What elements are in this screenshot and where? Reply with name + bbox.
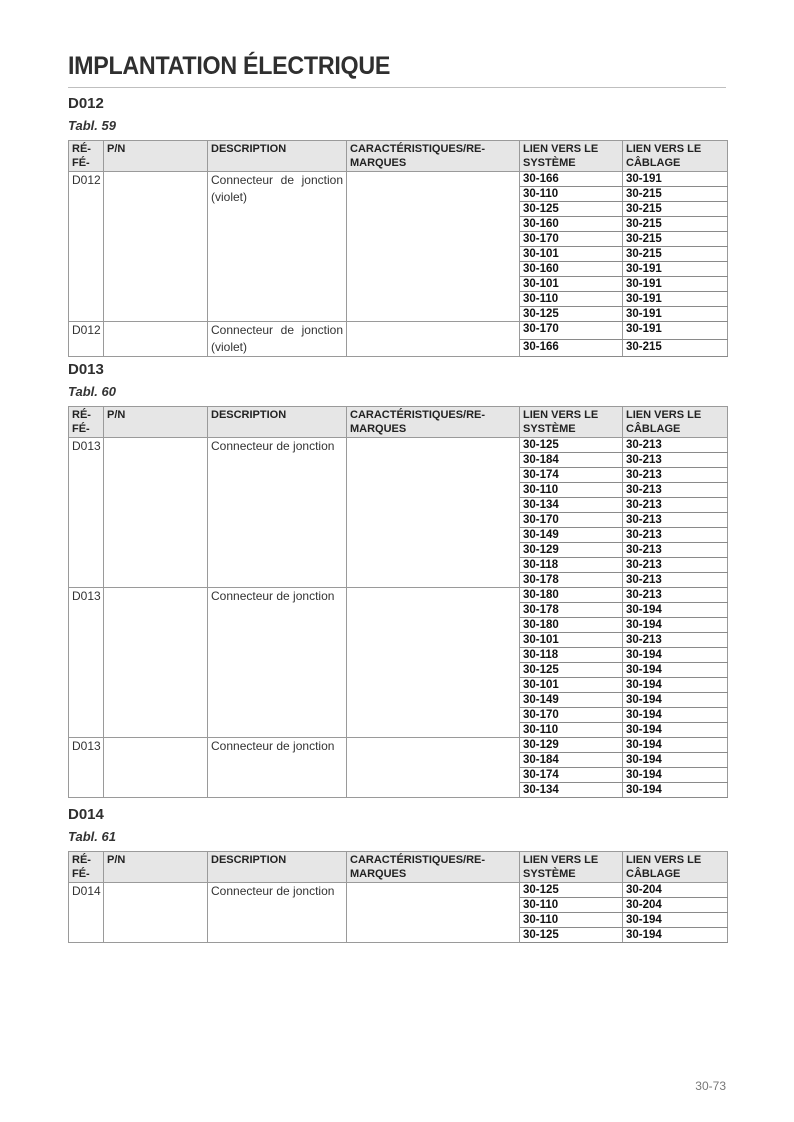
cell-pn: [104, 588, 208, 738]
cell-wiring-link: 30-194: [623, 618, 728, 633]
cell-system-link: 30-129: [520, 738, 623, 753]
cell-pn: [104, 438, 208, 588]
header-remarks: CARACTÉRISTIQUES/RE- MARQUES: [347, 852, 520, 883]
cell-wiring-link: 30-215: [623, 232, 728, 247]
cell-wiring-link: 30-194: [623, 678, 728, 693]
header-pn: P/N: [104, 407, 208, 438]
cell-system-link: 30-184: [520, 753, 623, 768]
header-pn: P/N: [104, 141, 208, 172]
cell-wiring-link: 30-204: [623, 883, 728, 898]
cell-system-link: 30-101: [520, 633, 623, 648]
cell-wiring-link: 30-194: [623, 708, 728, 723]
cell-wiring-link: 30-194: [623, 648, 728, 663]
cell-system-link: 30-174: [520, 768, 623, 783]
cell-system-link: 30-125: [520, 663, 623, 678]
cell-wiring-link: 30-213: [623, 498, 728, 513]
header-remarks: CARACTÉRISTIQUES/RE- MARQUES: [347, 141, 520, 172]
cell-wiring-link: 30-213: [623, 468, 728, 483]
header-system-link: LIEN VERS LE SYSTÈME: [520, 852, 623, 883]
cell-wiring-link: 30-213: [623, 558, 728, 573]
cell-system-link: 30-110: [520, 723, 623, 738]
cell-pn: [104, 172, 208, 322]
cell-wiring-link: 30-204: [623, 898, 728, 913]
cell-wiring-link: 30-215: [623, 339, 728, 357]
table-label-59: Tabl. 59: [68, 118, 116, 133]
header-ref: RÉ- FÉ-: [69, 407, 104, 438]
cell-system-link: 30-160: [520, 217, 623, 232]
cell-description: Connecteur de jonction (violet): [208, 322, 347, 357]
cell-system-link: 30-170: [520, 322, 623, 340]
table-row: [69, 172, 728, 187]
cell-system-link: 30-110: [520, 483, 623, 498]
cell-system-link: 30-118: [520, 558, 623, 573]
section-title-d013: D013: [68, 361, 104, 378]
cell-system-link: 30-166: [520, 339, 623, 357]
table-d013: [68, 406, 728, 798]
cell-wiring-link: 30-191: [623, 277, 728, 292]
cell-system-link: 30-166: [520, 172, 623, 187]
cell-ref: D013: [69, 738, 104, 798]
header-ref: RÉ- FÉ-: [69, 141, 104, 172]
header-system-link: LIEN VERS LE SYSTÈME: [520, 141, 623, 172]
table-row: [69, 438, 728, 453]
cell-wiring-link: 30-213: [623, 528, 728, 543]
cell-description: Connecteur de jonction: [208, 883, 347, 943]
header-description: DESCRIPTION: [208, 407, 347, 438]
cell-wiring-link: 30-194: [623, 693, 728, 708]
cell-wiring-link: 30-215: [623, 217, 728, 232]
table-row: [69, 883, 728, 898]
header-description: DESCRIPTION: [208, 852, 347, 883]
header-remarks: CARACTÉRISTIQUES/RE- MARQUES: [347, 407, 520, 438]
cell-system-link: 30-125: [520, 438, 623, 453]
cell-wiring-link: 30-213: [623, 453, 728, 468]
cell-system-link: 30-101: [520, 277, 623, 292]
cell-description: Connecteur de jonction (violet): [208, 172, 347, 322]
cell-wiring-link: 30-213: [623, 438, 728, 453]
cell-wiring-link: 30-215: [623, 247, 728, 262]
section-title-d012: D012: [68, 95, 104, 112]
cell-wiring-link: 30-215: [623, 202, 728, 217]
table-d014: [68, 851, 728, 943]
cell-system-link: 30-170: [520, 513, 623, 528]
cell-system-link: 30-110: [520, 187, 623, 202]
header-wiring-link: LIEN VERS LE CÂBLAGE: [623, 141, 728, 172]
cell-wiring-link: 30-194: [623, 768, 728, 783]
cell-wiring-link: 30-194: [623, 663, 728, 678]
cell-wiring-link: 30-213: [623, 513, 728, 528]
header-pn: P/N: [104, 852, 208, 883]
cell-system-link: 30-184: [520, 453, 623, 468]
cell-system-link: 30-180: [520, 618, 623, 633]
table-header-row: [69, 852, 728, 883]
cell-remarks: [347, 588, 520, 738]
cell-system-link: 30-170: [520, 708, 623, 723]
cell-system-link: 30-180: [520, 588, 623, 603]
cell-wiring-link: 30-213: [623, 588, 728, 603]
cell-pn: [104, 322, 208, 357]
cell-system-link: 30-134: [520, 783, 623, 798]
cell-system-link: 30-125: [520, 202, 623, 217]
table-header-row: [69, 141, 728, 172]
cell-system-link: 30-149: [520, 693, 623, 708]
header-system-link: LIEN VERS LE SYSTÈME: [520, 407, 623, 438]
header-description: DESCRIPTION: [208, 141, 347, 172]
table-row: [69, 738, 728, 753]
cell-system-link: 30-125: [520, 307, 623, 322]
cell-system-link: 30-118: [520, 648, 623, 663]
page-number: 30-73: [695, 1079, 726, 1093]
cell-wiring-link: 30-194: [623, 928, 728, 943]
cell-pn: [104, 883, 208, 943]
cell-wiring-link: 30-194: [623, 738, 728, 753]
cell-wiring-link: 30-215: [623, 187, 728, 202]
cell-wiring-link: 30-194: [623, 603, 728, 618]
header-wiring-link: LIEN VERS LE CÂBLAGE: [623, 852, 728, 883]
cell-wiring-link: 30-213: [623, 543, 728, 558]
cell-pn: [104, 738, 208, 798]
cell-remarks: [347, 172, 520, 322]
cell-system-link: 30-178: [520, 603, 623, 618]
section-title-d014: D014: [68, 806, 104, 823]
page-title: IMPLANTATION ÉLECTRIQUE: [68, 52, 391, 80]
cell-ref: D013: [69, 588, 104, 738]
cell-system-link: 30-101: [520, 678, 623, 693]
cell-system-link: 30-125: [520, 883, 623, 898]
cell-wiring-link: 30-194: [623, 783, 728, 798]
cell-ref: D014: [69, 883, 104, 943]
cell-system-link: 30-110: [520, 292, 623, 307]
cell-system-link: 30-134: [520, 498, 623, 513]
cell-system-link: 30-110: [520, 898, 623, 913]
cell-system-link: 30-110: [520, 913, 623, 928]
cell-system-link: 30-170: [520, 232, 623, 247]
cell-ref: D012: [69, 172, 104, 322]
cell-description: Connecteur de jonction: [208, 738, 347, 798]
title-divider: [68, 87, 726, 88]
cell-system-link: 30-125: [520, 928, 623, 943]
table-d012: [68, 140, 728, 357]
cell-wiring-link: 30-194: [623, 723, 728, 738]
header-wiring-link: LIEN VERS LE CÂBLAGE: [623, 407, 728, 438]
cell-wiring-link: 30-213: [623, 633, 728, 648]
cell-remarks: [347, 438, 520, 588]
cell-system-link: 30-174: [520, 468, 623, 483]
table-header-row: [69, 407, 728, 438]
cell-wiring-link: 30-194: [623, 753, 728, 768]
cell-system-link: 30-160: [520, 262, 623, 277]
cell-remarks: [347, 738, 520, 798]
cell-system-link: 30-178: [520, 573, 623, 588]
cell-description: Connecteur de jonction: [208, 438, 347, 588]
cell-wiring-link: 30-213: [623, 483, 728, 498]
cell-system-link: 30-101: [520, 247, 623, 262]
cell-ref: D013: [69, 438, 104, 588]
cell-wiring-link: 30-191: [623, 307, 728, 322]
table-row: [69, 322, 728, 340]
cell-wiring-link: 30-194: [623, 913, 728, 928]
cell-remarks: [347, 322, 520, 357]
cell-system-link: 30-129: [520, 543, 623, 558]
cell-system-link: 30-149: [520, 528, 623, 543]
cell-wiring-link: 30-213: [623, 573, 728, 588]
cell-description: Connecteur de jonction: [208, 588, 347, 738]
table-label-61: Tabl. 61: [68, 829, 116, 844]
cell-ref: D012: [69, 322, 104, 357]
cell-remarks: [347, 883, 520, 943]
cell-wiring-link: 30-191: [623, 262, 728, 277]
table-row: [69, 588, 728, 603]
cell-wiring-link: 30-191: [623, 292, 728, 307]
table-label-60: Tabl. 60: [68, 384, 116, 399]
header-ref: RÉ- FÉ-: [69, 852, 104, 883]
cell-wiring-link: 30-191: [623, 172, 728, 187]
cell-wiring-link: 30-191: [623, 322, 728, 340]
